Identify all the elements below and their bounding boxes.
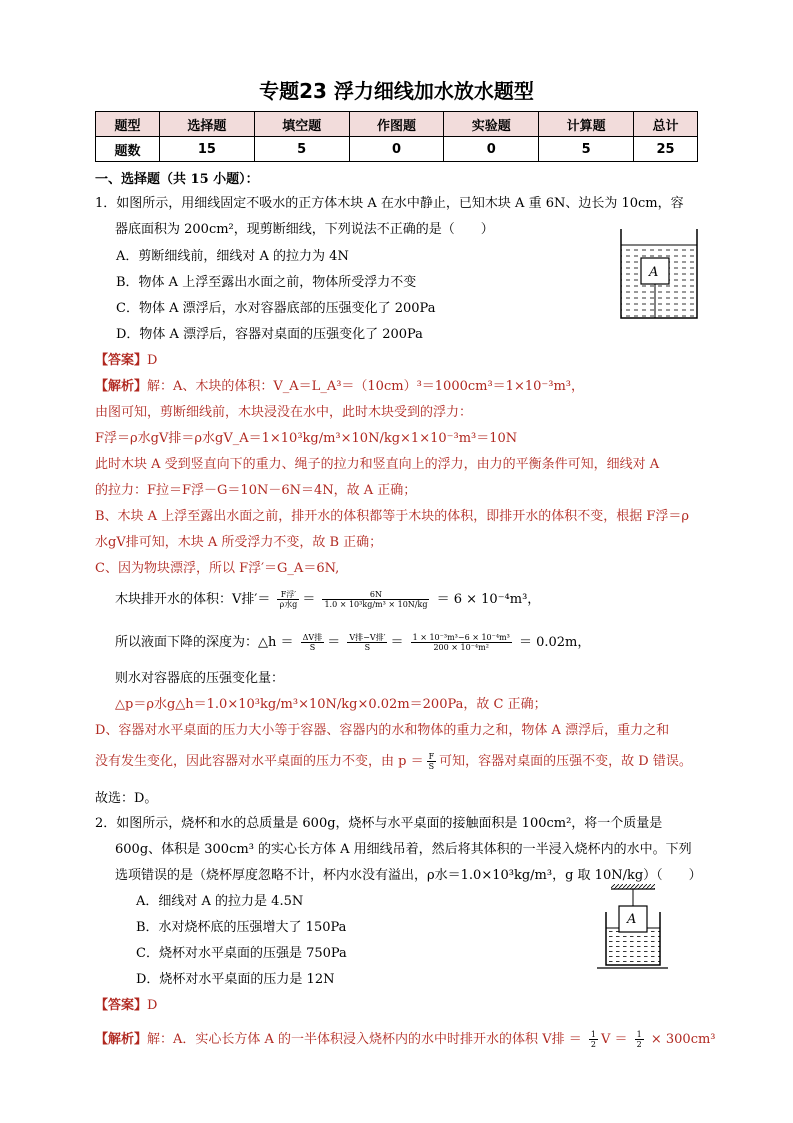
q1-analysis-line [95, 378, 584, 395]
q1-calc-line: △p＝ρ水g△h＝1.0×10³kg/m³×10N/kg×0.02m＝200Pa，故 C 正确； [115, 697, 547, 712]
calc-label: 所以液面下降的深度为：△h ＝ [115, 635, 294, 650]
q2-beaker-figure [595, 884, 670, 970]
fraction-denominator: 2 [636, 1040, 642, 1049]
fraction-denominator: ρ水g [279, 600, 298, 609]
q1-calc-depth: 所以液面下降的深度为：△h ＝ $\frac{\text{ΔV排}}{S}$ ＝ $\frac{\text{V排−V排′}}{S}$ ＝ $\frac{\text{1 × 10⁻³m³−6 × 10⁻⁴m³}}{\text{200 × 10⁻⁴m²}}$ ＝ 0.02m， [115, 633, 591, 652]
fraction-denominator: S [309, 643, 316, 652]
fraction-denominator: 200 × 10⁻⁴m² [433, 643, 489, 652]
q1-analysis-line: F浮＝ρ水gV排＝ρ水gV_A＝1×10³kg/m³×10N/kg×1×10⁻³m³＝10N [95, 431, 518, 446]
answer-tag: 【答案】 [95, 353, 148, 368]
fraction [411, 633, 512, 652]
q1-calc-line: 则水对容器底的压强变化量： [115, 671, 285, 686]
q1-conclusion: 故选：D。 [95, 791, 158, 806]
section-heading: 一、选择题（共 15 小题）： [95, 172, 259, 187]
analysis-tag: 【解析】 [95, 1032, 148, 1047]
analysis-tag: 【解析】 [95, 379, 148, 394]
q1-analysis-line: 此时木块 A 受到竖直向下的重力、绳子的拉力和竖直向上的浮力，由力的平衡条件可知，细线对 A [95, 457, 660, 472]
fraction-denominator: S [364, 643, 371, 652]
fraction-denominator: S [428, 762, 435, 771]
q1-calc-displaced-volume: 木块排开水的体积：V排′＝ $\frac{\text{F浮′}}{\text{ρ水g}}$ ＝ $\frac{6N}{\text{1.0 × 10³kg/m³ × 10N/kg}}$ ＝ 6 × 10⁻⁴m³， [115, 590, 541, 609]
answer-tag: 【答案】 [95, 998, 148, 1013]
table-header-cell: 计算题 [539, 112, 634, 137]
q2-option-b: B．水对烧杯底的压强增大了 150Pa [136, 920, 347, 935]
calc-label: 木块排开水的体积：V排′＝ [115, 592, 271, 607]
q2-stem-line: 选项错误的是（烧杯厚度忽略不计，杯内水没有溢出，ρ水＝1.0×10³kg/m³，g 取 10N/kg）（ ） [115, 868, 702, 883]
analysis-text: V ＝ [600, 1032, 628, 1047]
fraction-numerator: 6N [322, 590, 429, 600]
q2-option-d: D．烧杯对水平桌面的压力是 12N [136, 972, 335, 987]
q2-answer [95, 997, 157, 1014]
fraction [277, 590, 299, 609]
fraction-numerator: 1 [636, 1030, 642, 1039]
table-cell: 0 [349, 137, 444, 162]
q1-analysis-line: 的拉力：F拉＝F浮－G＝10N－6N＝4N，故 A 正确； [95, 483, 417, 498]
fraction [347, 633, 387, 652]
q1-stem-line: 1．如图所示，用细线固定不吸水的正方体木块 A 在水中静止，已知木块 A 重 6N、边长为 10cm，容 [95, 196, 684, 211]
calc-result: ＝ 0.02m， [518, 635, 591, 650]
analysis-text: × 300cm³ [650, 1032, 716, 1047]
table-header-row [96, 112, 698, 137]
q1-analysis-line [95, 752, 692, 771]
q1-container-figure [618, 229, 700, 321]
analysis-text: 解：A．实心长方体 A 的一半体积浸入烧杯内的水中时排开水的体积 V排 ＝ [147, 1032, 582, 1047]
table-cell: 5 [254, 137, 349, 162]
fraction [589, 1030, 598, 1049]
table-header-cell: 实验题 [444, 112, 539, 137]
q1-answer [95, 352, 157, 369]
q1-analysis-line: C、因为物块漂浮，所以 F浮′＝G_A＝6N, [95, 561, 340, 576]
q1-stem-line: 器底面积为 200cm²，现剪断细线，下列说法不正确的是（ ） [115, 222, 494, 237]
fraction-numerator: 1 [590, 1030, 596, 1039]
fraction-numerator: 1 × 10⁻³m³−6 × 10⁻⁴m³ [412, 633, 510, 642]
analysis-text: 解：A、木块的体积：V_A＝L_A³＝（10cm）³＝1000cm³＝1×10⁻³m³， [147, 379, 584, 394]
q2-block-label: A [627, 912, 637, 927]
fraction-numerator: V排−V排′ [349, 633, 386, 642]
table-cell: 25 [633, 137, 697, 162]
q2-stem-line: 600g、体积是 300cm³ 的实心长方体 A 用细线吊着，然后将其体积的一半浸入烧杯内的水中。下列 [115, 842, 692, 857]
fraction [427, 752, 437, 771]
calc-result: ＝ 6 × 10⁻⁴m³， [436, 592, 541, 607]
table-cell: 题数 [96, 137, 160, 162]
q1-option-d: D．物体 A 漂浮后，容器对桌面的压强变化了 200Pa [116, 327, 423, 342]
q1-block-label: A [649, 265, 659, 280]
q2-option-a: A．细线对 A 的拉力是 4.5N [136, 894, 304, 909]
table-cell: 0 [444, 137, 539, 162]
fraction [635, 1030, 644, 1049]
analysis-text: 可知，容器对桌面的压强不变，故 D 错误。 [439, 754, 692, 769]
q2-stem-line: 2．如图所示，烧杯和水的总质量是 600g，烧杯与水平桌面的接触面积是 100cm²，将一个质量是 [95, 816, 663, 831]
q1-option-b: B．物体 A 上浮至露出水面之前，物体所受浮力不变 [116, 275, 417, 290]
fraction [322, 590, 429, 609]
q1-analysis-line: 水gV排可知，木块 A 所受浮力不变，故 B 正确； [95, 535, 383, 550]
table-cell: 15 [160, 137, 255, 162]
fraction-numerator: F [428, 752, 435, 761]
table-header-cell: 填空题 [254, 112, 349, 137]
q1-analysis-line: B、木块 A 上浮至露出水面之前，排开水的体积都等于木块的体积，即排开水的体积不变，根据 F浮＝ρ [95, 509, 690, 524]
page-title: 专题23 浮力细线加水放水题型 [259, 79, 534, 103]
q1-analysis-line: 由图可知，剪断细线前，木块浸没在水中，此时木块受到的浮力： [95, 405, 473, 420]
table-header-cell: 选择题 [160, 112, 255, 137]
answer-value: D [147, 998, 158, 1013]
q1-analysis-line: D、容器对水平桌面的压力大小等于容器、容器内的水和物体的重力之和，物体 A 漂浮后，重力之和 [95, 723, 670, 738]
table-header-cell: 题型 [96, 112, 160, 137]
fraction-denominator: 1.0 × 10³kg/m³ × 10N/kg [324, 600, 428, 609]
fraction-denominator: 2 [590, 1040, 596, 1049]
answer-value: D [147, 353, 158, 368]
question-count-table [95, 111, 698, 162]
table-header-cell: 总计 [633, 112, 697, 137]
fraction-numerator: ΔV排 [302, 633, 323, 642]
q2-analysis-line [95, 1030, 716, 1049]
q1-option-c: C．物体 A 漂浮后，水对容器底部的压强变化了 200Pa [116, 301, 436, 316]
fraction [301, 633, 325, 652]
fraction-numerator: F浮′ [277, 590, 299, 600]
table-cell: 5 [539, 137, 634, 162]
table-header-cell: 作图题 [349, 112, 444, 137]
q1-option-a: A．剪断细线前，细线对 A 的拉力为 4N [116, 249, 349, 264]
q2-option-c: C．烧杯对水平桌面的压强是 750Pa [136, 946, 347, 961]
analysis-text: 没有发生变化，因此容器对水平桌面的压力不变，由 p ＝ [95, 754, 424, 769]
table-row [96, 137, 698, 162]
